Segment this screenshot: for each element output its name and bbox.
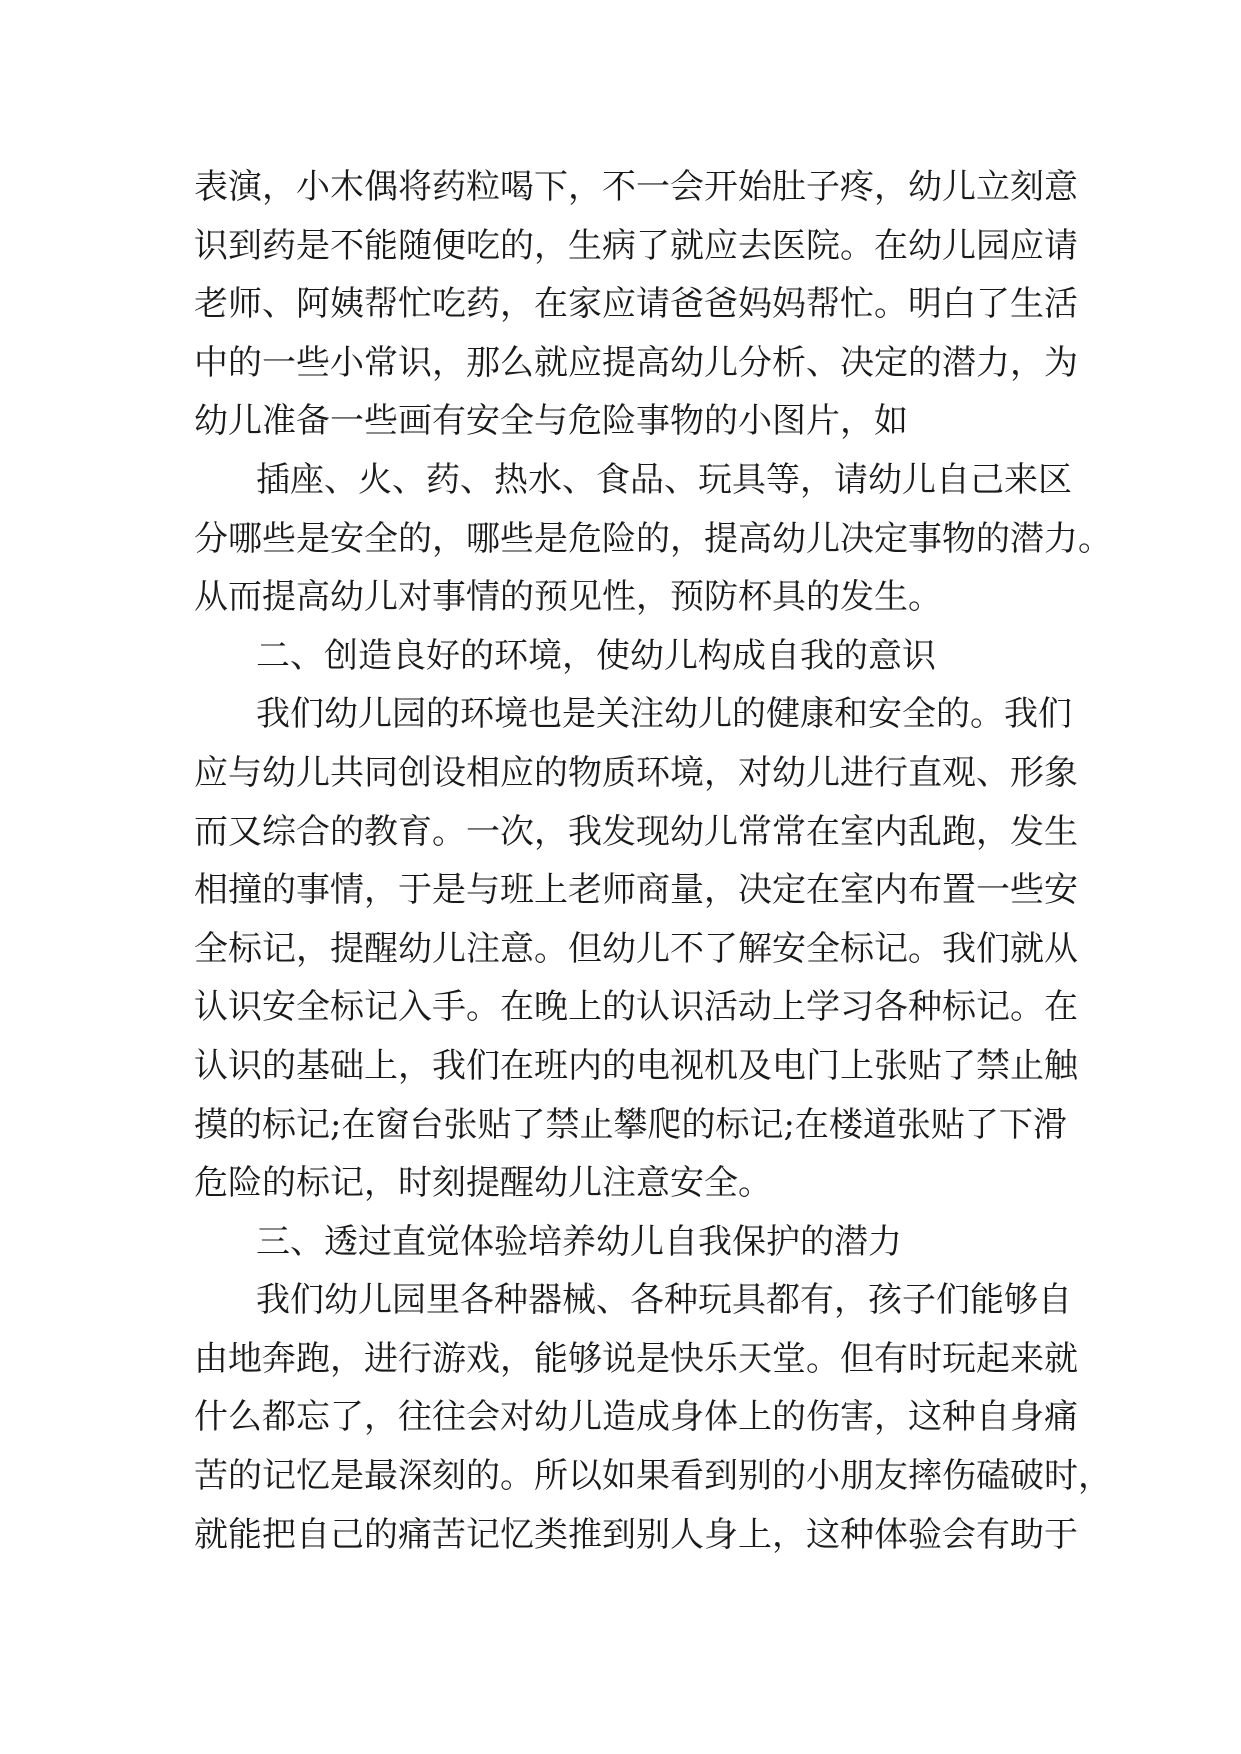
text-line: 认识安全标记入手。在晚上的认识活动上学习各种标记。在 bbox=[194, 987, 1078, 1028]
text-line: 而又综合的教育。一次，我发现幼儿常常在室内乱跑，发生 bbox=[194, 811, 1078, 852]
text-line: 从而提高幼儿对事情的预见性，预防杯具的发生。 bbox=[194, 577, 942, 618]
text-line: 幼儿准备一些画有安全与危险事物的小图片，如 bbox=[194, 401, 908, 442]
text-line: 中的一些小常识，那么就应提高幼儿分析、决定的潜力，为 bbox=[194, 342, 1078, 383]
text-line: 什么都忘了，往往会对幼儿造成身体上的伤害，这种自身痛 bbox=[194, 1397, 1078, 1438]
text-line: 插座、火、药、热水、食品、玩具等，请幼儿自己来区 bbox=[256, 459, 1072, 500]
body-text bbox=[194, 158, 1112, 1564]
text-line: 相撞的事情，于是与班上老师商量，决定在室内布置一些安 bbox=[194, 870, 1078, 911]
text-line: 全标记，提醒幼儿注意。但幼儿不了解安全标记。我们就从 bbox=[194, 928, 1078, 969]
text-line: 苦的记忆是最深刻的。所以如果看到别的小朋友摔伤磕破时， bbox=[194, 1456, 1112, 1497]
text-line: 认识的基础上，我们在班内的电视机及电门上张贴了禁止触 bbox=[194, 1045, 1078, 1086]
text-line: 危险的标记，时刻提醒幼儿注意安全。 bbox=[194, 1163, 772, 1204]
text-line: 分哪些是安全的，哪些是危险的，提高幼儿决定事物的潜力。 bbox=[194, 518, 1112, 559]
text-line: 就能把自己的痛苦记忆类推到别人身上，这种体验会有助于 bbox=[194, 1514, 1078, 1555]
text-line: 应与幼儿共同创设相应的物质环境，对幼儿进行直观、形象 bbox=[194, 752, 1078, 793]
text-line: 摸的标记;在窗台张贴了禁止攀爬的标记;在楼道张贴了下滑 bbox=[194, 1104, 1067, 1145]
text-line: 老师、阿姨帮忙吃药，在家应请爸爸妈妈帮忙。明白了生活 bbox=[194, 284, 1078, 325]
text-line: 识到药是不能随便吃的，生病了就应去医院。在幼儿园应请 bbox=[194, 225, 1078, 266]
text-line: 我们幼儿园的环境也是关注幼儿的健康和安全的。我们 bbox=[256, 694, 1072, 735]
text-line: 表演，小木偶将药粒喝下，不一会开始肚子疼，幼儿立刻意 bbox=[194, 167, 1078, 207]
text-line: 由地奔跑，进行游戏，能够说是快乐天堂。但有时玩起来就 bbox=[194, 1338, 1078, 1379]
text-line: 二、创造良好的环境，使幼儿构成自我的意识 bbox=[256, 635, 936, 676]
text-line: 三、透过直觉体验培养幼儿自我保护的潜力 bbox=[256, 1221, 902, 1262]
text-line: 我们幼儿园里各种器械、各种玩具都有，孩子们能够自 bbox=[256, 1280, 1072, 1321]
